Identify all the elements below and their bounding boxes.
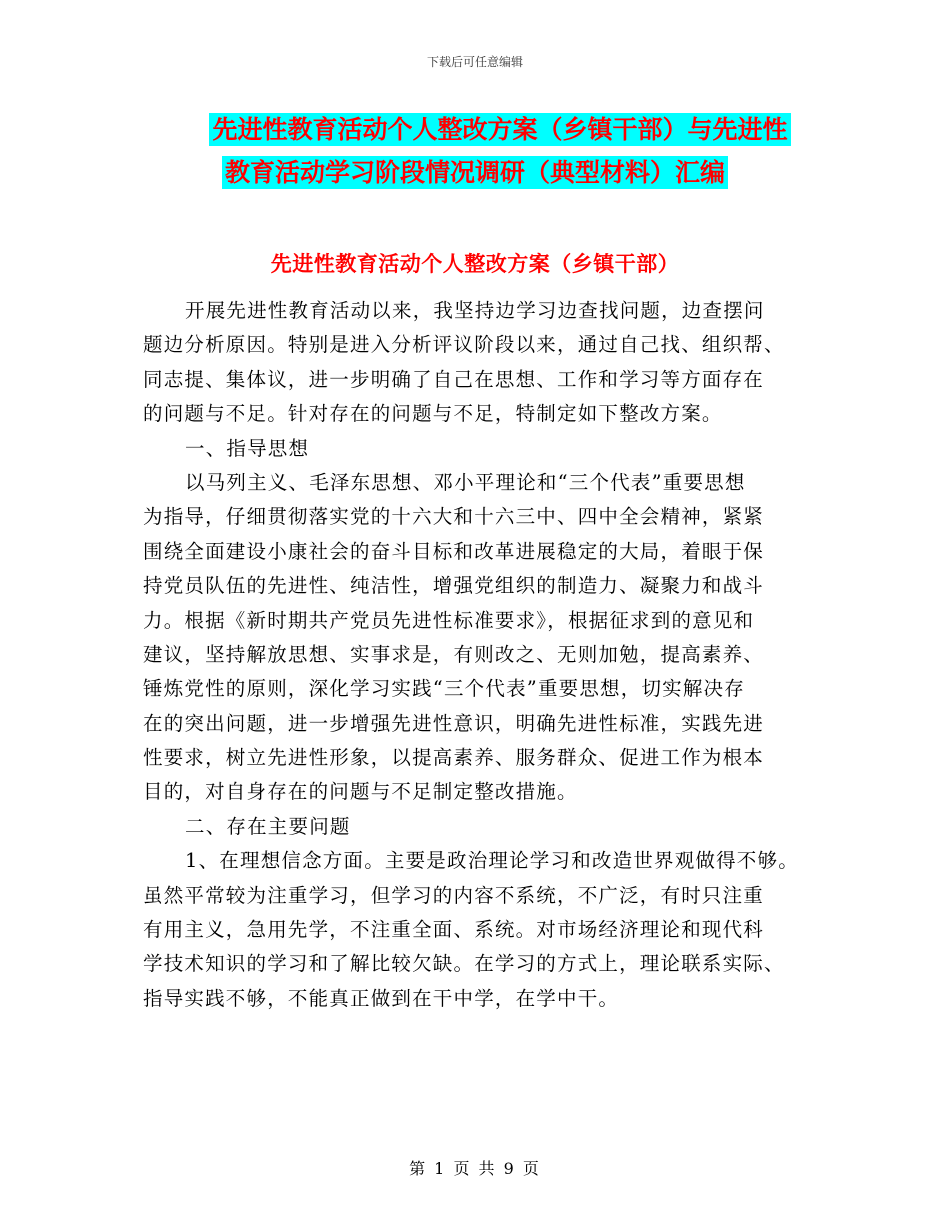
page-footer: 第 1 页 共 9 页 [409, 1159, 541, 1178]
body-line: 围绕全面建设小康社会的奋斗目标和改革进展稳定的大局，着眼于保 [143, 539, 765, 563]
main-title-line-2 [0, 158, 950, 188]
body-line: 1、在理想信念方面。主要是政治理论学习和改造世界观做得不够。 [185, 849, 799, 873]
main-title-text-1: 先进性教育活动个人整改方案（乡镇干部）与先进性 [209, 113, 790, 146]
body-line: 同志提、集体议，进一步明确了自己在思想、工作和学习等方面存在 [143, 367, 765, 391]
body-line: 建议，坚持解放思想、实事求是，有则改之、无则加勉，提高素养、 [143, 642, 765, 666]
body-line: 指导实践不够，不能真正做到在干中学，在学中干。 [143, 986, 620, 1010]
document-body [143, 294, 843, 1016]
body-line: 持党员队伍的先进性、纯洁性，增强党组织的制造力、凝聚力和战斗 [143, 574, 765, 598]
main-title-line-1 [25, 115, 950, 145]
body-line: 的问题与不足。针对存在的问题与不足，特制定如下整改方案。 [143, 402, 723, 426]
body-line: 为指导，仔细贯彻落实党的十六大和十六三中、四中全会精神，紧紧 [143, 505, 765, 529]
main-title-text-2: 教育活动学习阶段情况调研（典型材料）汇编 [222, 156, 728, 189]
body-line: 力。根据《新时期共产党员先进性标准要求》，根据征求到的意见和 [143, 608, 755, 632]
body-line: 学技术知识的学习和了解比较欠缺。在学习的方式上，理论联系实际、 [143, 952, 785, 976]
body-line: 开展先进性教育活动以来，我坚持边学习边查找问题，边查摆问 [185, 299, 765, 322]
body-line: 以马列主义、毛泽东思想、邓小平理论和“三个代表”重要思想 [185, 470, 746, 494]
body-line: 虽然平常较为注重学习，但学习的内容不系统，不广泛，有时只注重 [143, 883, 765, 907]
section-title: 先进性教育活动个人整改方案（乡镇干部） [270, 251, 680, 276]
body-line: 有用主义，急用先学，不注重全面、系统。对市场经济理论和现代科 [143, 918, 765, 942]
header-note: 下载后可任意编辑 [426, 55, 523, 69]
body-line: 性要求，树立先进性形象，以提高素养、服务群众、促进工作为根本 [143, 746, 765, 770]
section-heading-guiding-ideology: 一、指导思想 [185, 436, 310, 460]
body-line: 题边分析原因。特别是进入分析评议阶段以来，通过自己找、组织帮、 [143, 333, 785, 357]
section-heading-main-problems: 二、存在主要问题 [185, 814, 351, 838]
body-line: 在的突出问题，进一步增强先进性意识，明确先进性标准，实践先进 [143, 711, 765, 735]
body-line: 锤炼党性的原则，深化学习实践“三个代表”重要思想，切实解决存 [143, 677, 745, 701]
body-line: 目的，对自身存在的问题与不足制定整改措施。 [143, 780, 578, 804]
